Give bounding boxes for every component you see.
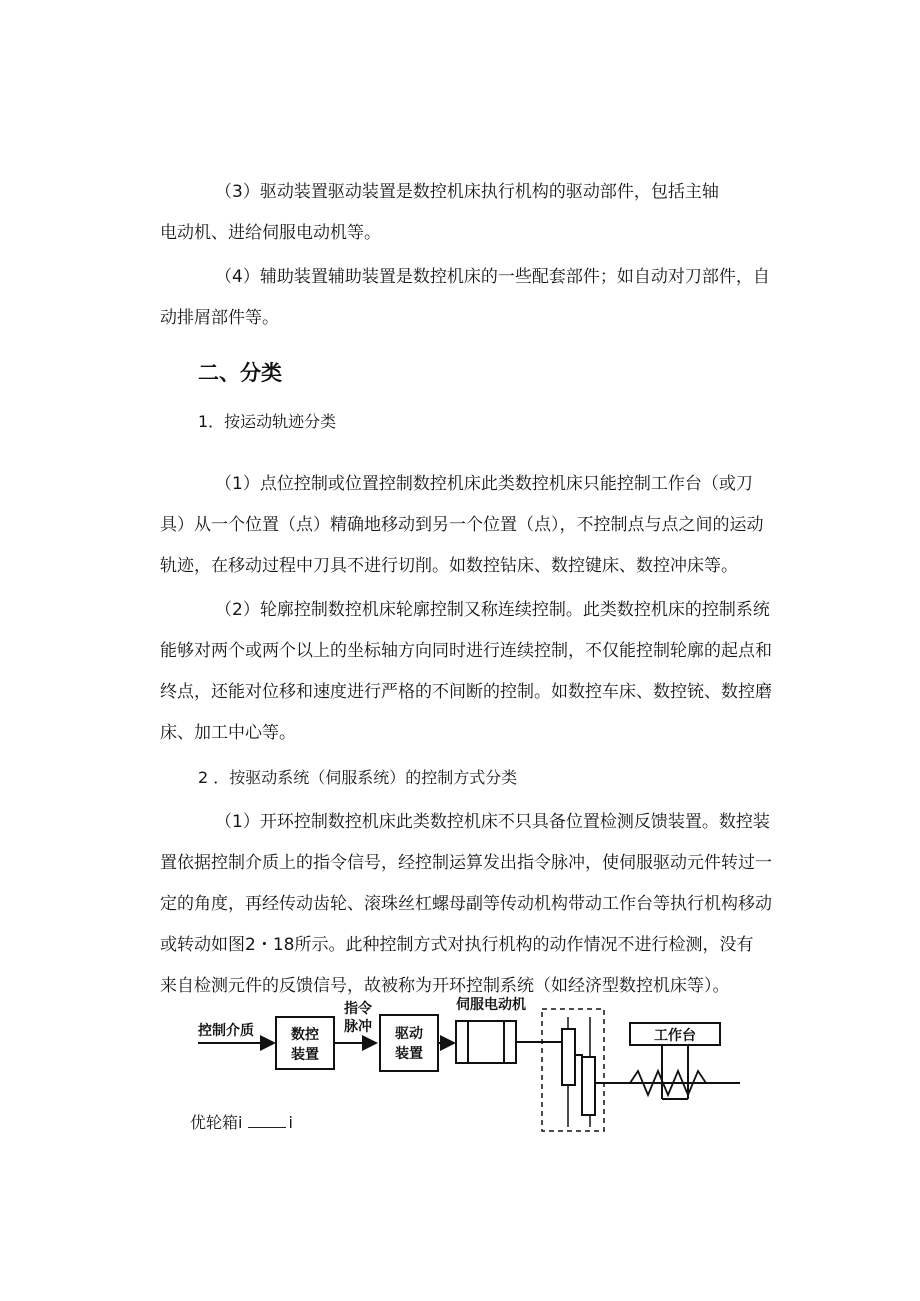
drive-box (380, 1015, 438, 1071)
input-label: 控制介质 (198, 1023, 254, 1039)
caption-text-after: i (288, 1113, 293, 1132)
s2-para1-line5: 来自检测元件的反馈信号，故被称为开环控制系统（如经济型数控机床等）。 (160, 976, 730, 996)
s1-para1-line1: （1）点位控制或位置控制数控机床此类数控机床只能控制工作台（或刀 (215, 474, 753, 494)
subsection2-heading: 2 ．按驱动系统（伺服系统）的控制方式分类 (198, 768, 518, 787)
section-heading: 二、分类 (198, 361, 282, 385)
para3-line2: 电动机、进给伺服电动机等。 (160, 223, 381, 243)
figure-caption (190, 1110, 293, 1133)
caption-blank (248, 1113, 286, 1128)
s1-para2-line4: 床、加工中心等。 (160, 723, 296, 743)
nc-box-line2: 装置 (291, 1047, 319, 1063)
caption-text-before: 优轮箱i (190, 1113, 243, 1132)
s1-para1-line2: 具）从一个位置（点）精确地移动到另一个位置（点），不控制点与点之间的运动 (160, 515, 764, 535)
s2-para1-line4: 或转动如图2・18所示。此种控制方式对执行机构的动作情况不进行检测，没有 (160, 935, 754, 955)
para4-line2: 动排屑部件等。 (160, 308, 279, 328)
table-label: 工作台 (654, 1028, 696, 1044)
drive-box-line1: 驱动 (395, 1026, 423, 1042)
s1-para2-line2: 能够对两个或两个以上的坐标轴方向同时进行连续控制，不仅能控制轮廓的起点和 (160, 641, 772, 661)
drive-box-line2: 装置 (395, 1046, 423, 1062)
s2-para1-line1: （1）开环控制数控机床此类数控机床不只具备位置检测反馈装置。数控装 (215, 812, 770, 832)
gear-2 (582, 1057, 595, 1115)
servo-motor (456, 1021, 516, 1063)
s1-para2-line3: 终点，还能对位移和速度进行严格的不间断的控制。如数控车床、数控铳、数控磨 (160, 682, 772, 702)
pulse-label-line1: 指令 (344, 1001, 372, 1017)
servo-motor-label: 伺服电动机 (456, 997, 526, 1013)
para4-line1: （4）辅助装置辅助装置是数控机床的一些配套部件；如自动对刀部件，自 (215, 267, 770, 287)
para3-line1: （3）驱动装置驱动装置是数控机床执行机构的驱动部件，包括主轴 (215, 182, 719, 202)
s2-para1-line3: 定的角度，再经传动齿轮、滚珠丝杠螺母副等传动机构带动工作台等执行机构移动 (160, 894, 772, 914)
nc-box-line1: 数控 (291, 1027, 319, 1043)
gear-1 (562, 1029, 575, 1085)
s1-para2-line1: （2）轮廓控制数控机床轮廓控制又称连续控制。此类数控机床的控制系统 (215, 600, 770, 620)
s2-para1-line2: 置依据控制介质上的指令信号，经控制运算发出指令脉冲，使伺服驱动元件转过一 (160, 853, 772, 873)
pulse-label-line2: 脉冲 (344, 1019, 372, 1035)
subsection1-heading: 1．按运动轨迹分类 (198, 412, 337, 431)
s1-para1-line3: 轨迹，在移动过程中刀具不进行切削。如数控钻床、数控键床、数控冲床等。 (160, 556, 738, 576)
